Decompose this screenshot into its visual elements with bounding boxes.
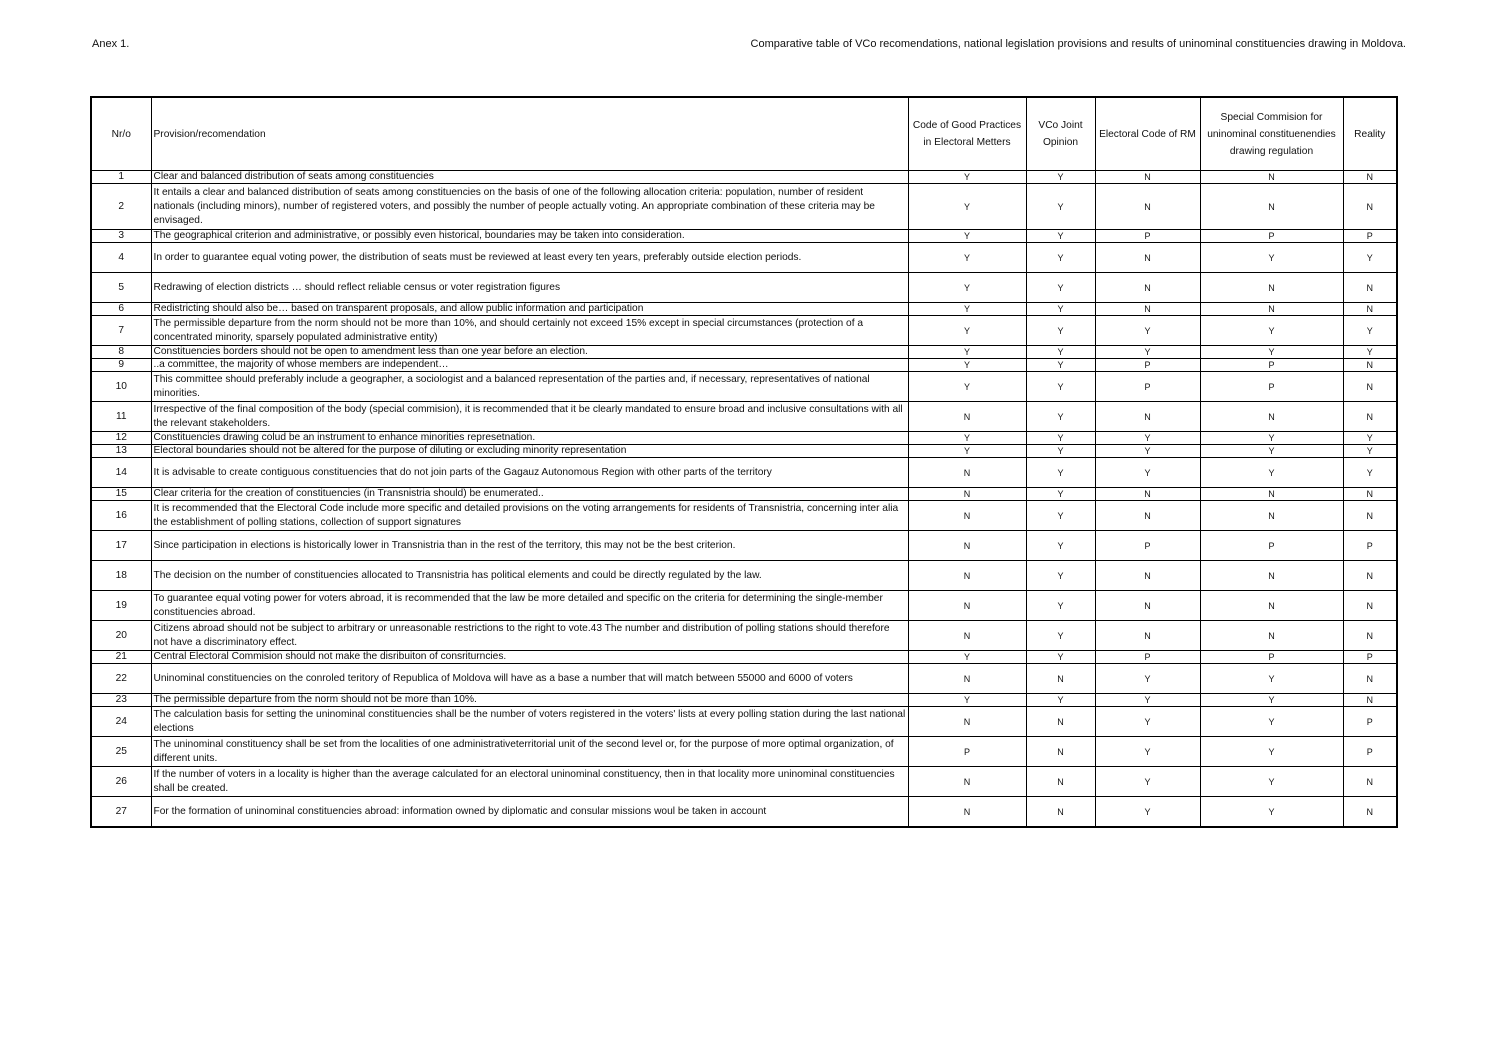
cell-vco: Y: [1026, 243, 1095, 273]
cell-ecrm: N: [1095, 402, 1200, 432]
provision-text: Uninominal constituencies on the conroled teritory of Republica of Moldova will have as a base a number that will match between 55000 and 6000 of voters: [151, 664, 908, 694]
cell-vco: N: [1026, 737, 1095, 767]
cell-reality: P: [1343, 531, 1397, 561]
cell-reality: N: [1343, 303, 1397, 316]
cell-reality: N: [1343, 488, 1397, 501]
cell-scom: Y: [1200, 445, 1343, 458]
table-row: [91, 316, 1397, 346]
cell-cgp: N: [908, 458, 1026, 488]
row-number: 19: [91, 591, 151, 621]
provision-text: Clear criteria for the creation of constituencies (in Transnistria should) be enumerated..: [151, 488, 908, 501]
provision-text: The geographical criterion and administrative, or possibly even historical, boundaries may be taken into consideration.: [151, 230, 908, 243]
cell-reality: P: [1343, 737, 1397, 767]
cell-ecrm: N: [1095, 184, 1200, 230]
cell-ecrm: N: [1095, 501, 1200, 531]
table-row: [91, 651, 1397, 664]
cell-reality: P: [1343, 707, 1397, 737]
row-number: 14: [91, 458, 151, 488]
cell-ecrm: P: [1095, 372, 1200, 402]
provision-text: The decision on the number of constituencies allocated to Transnistria has political elements and could be directly regulated by the law.: [151, 561, 908, 591]
table-row: [91, 303, 1397, 316]
cell-scom: P: [1200, 230, 1343, 243]
cell-cgp: Y: [908, 359, 1026, 372]
cell-reality: N: [1343, 591, 1397, 621]
provision-text: If the number of voters in a locality is higher than the average calculated for an electoral uninominal constituency, then in that locality more uninominal constituencies shall be created.: [151, 767, 908, 797]
table-row: [91, 171, 1397, 184]
annex-label: Anex 1.: [92, 38, 130, 50]
cell-cgp: Y: [908, 230, 1026, 243]
cell-reality: N: [1343, 621, 1397, 651]
cell-reality: Y: [1343, 316, 1397, 346]
table-body: [91, 171, 1397, 828]
row-number: 4: [91, 243, 151, 273]
provision-text: The permissible departure from the norm should not be more than 10%, and should certainly not exceed 15% except in special circumstances (protection of a concentrated minority, sparsely populated administrative entity): [151, 316, 908, 346]
cell-reality: P: [1343, 651, 1397, 664]
cell-vco: Y: [1026, 372, 1095, 402]
cell-vco: Y: [1026, 273, 1095, 303]
cell-ecrm: N: [1095, 488, 1200, 501]
cell-cgp: N: [908, 531, 1026, 561]
cell-reality: N: [1343, 797, 1397, 828]
cell-ecrm: P: [1095, 531, 1200, 561]
cell-vco: Y: [1026, 346, 1095, 359]
cell-ecrm: N: [1095, 273, 1200, 303]
cell-reality: N: [1343, 767, 1397, 797]
cell-cgp: Y: [908, 184, 1026, 230]
provision-text: Central Electoral Commision should not make the disribuiton of consriturncies.: [151, 651, 908, 664]
table-row: [91, 273, 1397, 303]
table-row: [91, 737, 1397, 767]
cell-vco: N: [1026, 664, 1095, 694]
cell-scom: Y: [1200, 707, 1343, 737]
provision-text: The calculation basis for setting the uninominal constituencies shall be the number of voters registered in the voters' lists at every polling station during the last national elections: [151, 707, 908, 737]
cell-ecrm: N: [1095, 243, 1200, 273]
table-row: [91, 531, 1397, 561]
provision-text: For the formation of uninominal constituencies abroad: information owned by diplomatic and consular missions woul be taken in account: [151, 797, 908, 828]
column-header-vco-joint-opinion: VCo Joint Opinion: [1026, 97, 1095, 171]
cell-ecrm: N: [1095, 303, 1200, 316]
row-number: 12: [91, 432, 151, 445]
cell-scom: N: [1200, 273, 1343, 303]
cell-scom: Y: [1200, 737, 1343, 767]
cell-cgp: N: [908, 767, 1026, 797]
cell-reality: Y: [1343, 458, 1397, 488]
cell-vco: Y: [1026, 488, 1095, 501]
cell-cgp: N: [908, 561, 1026, 591]
table-row: [91, 797, 1397, 828]
cell-scom: Y: [1200, 316, 1343, 346]
comparison-table: [90, 96, 1398, 828]
table-row: [91, 230, 1397, 243]
provision-text: Constituencies borders should not be open to amendment less than one year before an election.: [151, 346, 908, 359]
cell-scom: Y: [1200, 694, 1343, 707]
table-row: [91, 243, 1397, 273]
cell-vco: Y: [1026, 432, 1095, 445]
cell-ecrm: Y: [1095, 316, 1200, 346]
row-number: 26: [91, 767, 151, 797]
provision-text: This committee should preferably include a geographer, a sociologist and a balanced representation of the parties and, if necessary, representatives of national minorities.: [151, 372, 908, 402]
table-row: [91, 664, 1397, 694]
row-number: 6: [91, 303, 151, 316]
cell-reality: N: [1343, 561, 1397, 591]
row-number: 7: [91, 316, 151, 346]
column-header-nr: Nr/o: [91, 97, 151, 171]
cell-cgp: N: [908, 797, 1026, 828]
cell-ecrm: Y: [1095, 346, 1200, 359]
cell-scom: N: [1200, 184, 1343, 230]
cell-reality: N: [1343, 501, 1397, 531]
cell-reality: P: [1343, 230, 1397, 243]
cell-ecrm: P: [1095, 230, 1200, 243]
cell-vco: Y: [1026, 230, 1095, 243]
cell-reality: N: [1343, 359, 1397, 372]
cell-scom: Y: [1200, 797, 1343, 828]
cell-ecrm: Y: [1095, 707, 1200, 737]
table-row: [91, 359, 1397, 372]
table-row: [91, 694, 1397, 707]
cell-ecrm: Y: [1095, 737, 1200, 767]
row-number: 11: [91, 402, 151, 432]
cell-ecrm: N: [1095, 561, 1200, 591]
row-number: 27: [91, 797, 151, 828]
row-number: 18: [91, 561, 151, 591]
cell-vco: N: [1026, 767, 1095, 797]
cell-ecrm: P: [1095, 651, 1200, 664]
cell-cgp: N: [908, 664, 1026, 694]
table-row: [91, 346, 1397, 359]
table-row: [91, 402, 1397, 432]
cell-ecrm: Y: [1095, 458, 1200, 488]
cell-cgp: N: [908, 707, 1026, 737]
cell-scom: N: [1200, 303, 1343, 316]
table-row: [91, 561, 1397, 591]
cell-vco: Y: [1026, 561, 1095, 591]
provision-text: Clear and balanced distribution of seats among constituencies: [151, 171, 908, 184]
provision-text: ..a committee, the majority of whose members are independent…: [151, 359, 908, 372]
row-number: 25: [91, 737, 151, 767]
cell-vco: Y: [1026, 458, 1095, 488]
table-row: [91, 488, 1397, 501]
cell-scom: N: [1200, 501, 1343, 531]
provision-text: Citizens abroad should not be subject to arbitrary or unreasonable restrictions to the right to vote.43 The number and distribution of polling stations should therefore not have a discriminatory effect.: [151, 621, 908, 651]
cell-reality: N: [1343, 694, 1397, 707]
cell-cgp: P: [908, 737, 1026, 767]
cell-vco: Y: [1026, 651, 1095, 664]
cell-vco: Y: [1026, 501, 1095, 531]
cell-reality: Y: [1343, 432, 1397, 445]
cell-vco: Y: [1026, 402, 1095, 432]
column-header-special-commision: Special Commision for uninominal constituenendies drawing regulation: [1200, 97, 1343, 171]
cell-ecrm: Y: [1095, 797, 1200, 828]
row-number: 16: [91, 501, 151, 531]
provision-text: In order to guarantee equal voting power, the distribution of seats must be reviewed at least every ten years, preferably outside election periods.: [151, 243, 908, 273]
table-row: [91, 445, 1397, 458]
provision-text: It entails a clear and balanced distribution of seats among constituencies on the basis of one of the following allocation criteria: population, number of resident nationals (including minors), number of registered voters, and possibly the number of people actually voting. An appropriate combination of these criteria may be envisaged.: [151, 184, 908, 230]
cell-scom: Y: [1200, 458, 1343, 488]
table-row: [91, 372, 1397, 402]
cell-ecrm: P: [1095, 359, 1200, 372]
row-number: 1: [91, 171, 151, 184]
row-number: 15: [91, 488, 151, 501]
cell-scom: Y: [1200, 664, 1343, 694]
cell-vco: Y: [1026, 171, 1095, 184]
row-number: 5: [91, 273, 151, 303]
cell-vco: Y: [1026, 591, 1095, 621]
table-row: [91, 184, 1397, 230]
table-row: [91, 458, 1397, 488]
table-row: [91, 432, 1397, 445]
row-number: 8: [91, 346, 151, 359]
cell-ecrm: Y: [1095, 664, 1200, 694]
cell-reality: N: [1343, 171, 1397, 184]
cell-cgp: N: [908, 591, 1026, 621]
cell-vco: N: [1026, 797, 1095, 828]
cell-scom: N: [1200, 561, 1343, 591]
provision-text: The uninominal constituency shall be set from the localities of one administrativeterritorial unit of the second level or, for the purpose of more optimal organization, of different units.: [151, 737, 908, 767]
cell-reality: Y: [1343, 243, 1397, 273]
cell-cgp: N: [908, 402, 1026, 432]
cell-cgp: Y: [908, 243, 1026, 273]
row-number: 2: [91, 184, 151, 230]
provision-text: Redrawing of election districts … should reflect reliable census or voter registration figures: [151, 273, 908, 303]
cell-scom: P: [1200, 531, 1343, 561]
cell-ecrm: Y: [1095, 767, 1200, 797]
cell-vco: Y: [1026, 359, 1095, 372]
document-title: Comparative table of VCo recomendations, national legislation provisions and results of uninominal constituencies drawing in Moldova.: [750, 38, 1406, 50]
cell-ecrm: N: [1095, 591, 1200, 621]
cell-reality: Y: [1343, 445, 1397, 458]
cell-cgp: Y: [908, 171, 1026, 184]
row-number: 10: [91, 372, 151, 402]
cell-scom: N: [1200, 402, 1343, 432]
cell-reality: N: [1343, 402, 1397, 432]
cell-reality: N: [1343, 664, 1397, 694]
cell-vco: Y: [1026, 621, 1095, 651]
cell-cgp: Y: [908, 432, 1026, 445]
cell-cgp: N: [908, 621, 1026, 651]
cell-cgp: Y: [908, 316, 1026, 346]
cell-scom: Y: [1200, 432, 1343, 445]
row-number: 13: [91, 445, 151, 458]
table-row: [91, 707, 1397, 737]
provision-text: To guarantee equal voting power for voters abroad, it is recommended that the law be more detailed and specific on the criteria for determining the single-member constituencies abroad.: [151, 591, 908, 621]
column-header-provision: Provision/recomendation: [151, 97, 908, 171]
cell-scom: N: [1200, 591, 1343, 621]
row-number: 23: [91, 694, 151, 707]
table-row: [91, 767, 1397, 797]
cell-reality: N: [1343, 184, 1397, 230]
column-header-code-of-good-practices: Code of Good Practices in Electoral Metters: [908, 97, 1026, 171]
cell-cgp: Y: [908, 651, 1026, 664]
cell-scom: P: [1200, 372, 1343, 402]
cell-scom: N: [1200, 171, 1343, 184]
cell-scom: Y: [1200, 767, 1343, 797]
cell-vco: Y: [1026, 184, 1095, 230]
row-number: 17: [91, 531, 151, 561]
cell-scom: N: [1200, 488, 1343, 501]
provision-text: Irrespective of the final composition of the body (special commision), it is recommended that it be clearly mandated to ensure broad and inclusive consultations with all the relevant stakeholders.: [151, 402, 908, 432]
cell-ecrm: N: [1095, 621, 1200, 651]
cell-scom: P: [1200, 651, 1343, 664]
cell-ecrm: N: [1095, 171, 1200, 184]
row-number: 20: [91, 621, 151, 651]
provision-text: It is advisable to create contiguous constituencies that do not join parts of the Gagauz Autonomous Region with other parts of the territory: [151, 458, 908, 488]
provision-text: It is recommended that the Electoral Code include more specific and detailed provisions on the voting arrangements for residents of Transnistria, concerning inter alia the establishment of polling stations, collection of support signatures: [151, 501, 908, 531]
row-number: 24: [91, 707, 151, 737]
table-row: [91, 621, 1397, 651]
cell-cgp: N: [908, 501, 1026, 531]
cell-cgp: Y: [908, 346, 1026, 359]
cell-scom: Y: [1200, 346, 1343, 359]
cell-reality: N: [1343, 372, 1397, 402]
cell-ecrm: Y: [1095, 445, 1200, 458]
cell-scom: Y: [1200, 243, 1343, 273]
table-row: [91, 501, 1397, 531]
cell-cgp: Y: [908, 372, 1026, 402]
provision-text: Constituencies drawing colud be an instrument to enhance minorities represetnation.: [151, 432, 908, 445]
cell-ecrm: Y: [1095, 432, 1200, 445]
cell-vco: Y: [1026, 694, 1095, 707]
provision-text: The permissible departure from the norm should not be more than 10%.: [151, 694, 908, 707]
cell-ecrm: Y: [1095, 694, 1200, 707]
cell-scom: P: [1200, 359, 1343, 372]
column-header-reality: Reality: [1343, 97, 1397, 171]
cell-vco: Y: [1026, 445, 1095, 458]
cell-vco: Y: [1026, 316, 1095, 346]
cell-vco: Y: [1026, 303, 1095, 316]
column-header-electoral-code: Electoral Code of RM: [1095, 97, 1200, 171]
provision-text: Electoral boundaries should not be altered for the purpose of diluting or excluding minority representation: [151, 445, 908, 458]
cell-vco: N: [1026, 707, 1095, 737]
cell-cgp: Y: [908, 273, 1026, 303]
table-row: [91, 591, 1397, 621]
table-header-row: [91, 97, 1397, 171]
cell-cgp: Y: [908, 694, 1026, 707]
cell-reality: N: [1343, 273, 1397, 303]
row-number: 22: [91, 664, 151, 694]
row-number: 3: [91, 230, 151, 243]
cell-vco: Y: [1026, 531, 1095, 561]
cell-cgp: N: [908, 488, 1026, 501]
cell-scom: N: [1200, 621, 1343, 651]
cell-cgp: Y: [908, 445, 1026, 458]
cell-reality: Y: [1343, 346, 1397, 359]
cell-cgp: Y: [908, 303, 1026, 316]
row-number: 21: [91, 651, 151, 664]
row-number: 9: [91, 359, 151, 372]
provision-text: Redistricting should also be… based on transparent proposals, and allow public information and participation: [151, 303, 908, 316]
provision-text: Since participation in elections is historically lower in Transnistria than in the rest of the territory, this may not be the best criterion.: [151, 531, 908, 561]
